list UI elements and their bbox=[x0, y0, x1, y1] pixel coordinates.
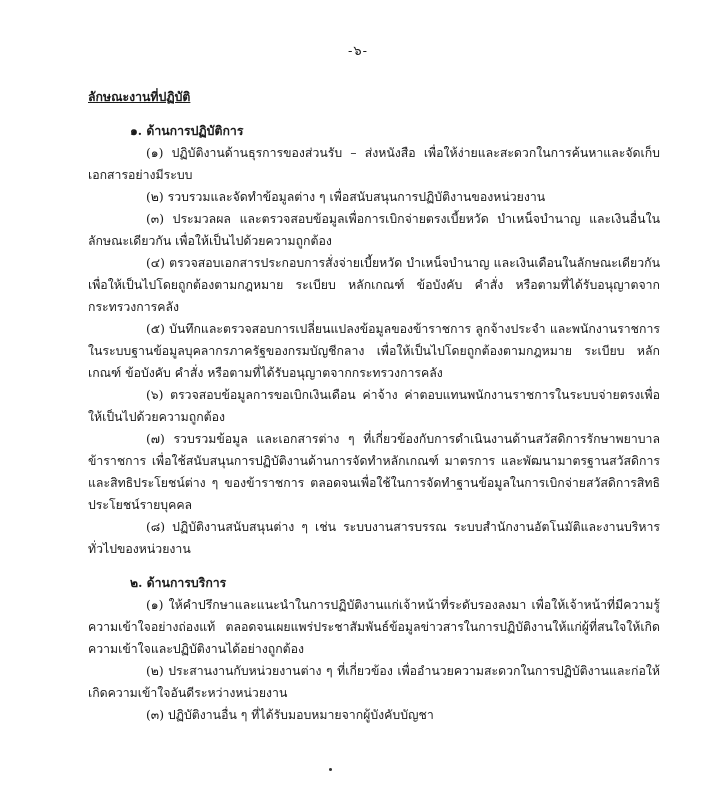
list-item: (๕) บันทึกและตรวจสอบการเปลี่ยนแปลงข้อมูลของข้าราชการ ลูกจ้างประจำ และพนักงานราชการในระบบฐานข้อมูลบุคลากรภาครัฐของกรมบัญชีกลาง เพื่อให้เป็นไปโดยถูกต้องตามกฎหมาย ระเบียบ หลักเกณฑ์ ข้อบังคับ คำสั่ง หรือตามที่ได้รับอนุญาตจากกระทรวงการคลัง bbox=[88, 322, 660, 380]
list-item: (๔) ตรวจสอบเอกสารประกอบการสั่งจ่ายเบี้ยหวัด บำเหน็จบำนาญ และเงินเดือนในลักษณะเดียวกัน เพื่อให้เป็นไปโดยถูกต้องตามกฎหมาย ระเบียบ หลักเกณฑ์ ข้อบังคับ คำสั่ง หรือตามที่ได้รับอนุญาตจากกระทรวงการคลัง bbox=[88, 256, 660, 314]
list-item: (๒) ประสานงานกับหน่วยงานต่าง ๆ ที่เกี่ยวข้อง เพื่ออำนวยความสะดวกในการปฏิบัติงานและก่อให้เกิดความเข้าใจอันดีระหว่างหน่วยงาน bbox=[88, 664, 660, 700]
list-item: (๑) ให้คำปรึกษาและแนะนำในการปฏิบัติงานแก่เจ้าหน้าที่ระดับรองลงมา เพื่อให้เจ้าหน้าที่มีความรู้ความเข้าใจอย่างถ่องแท้ ตลอดจนเผยแพร่ประชาสัมพันธ์ข้อมูลข่าวสารในการปฏิบัติงานให้แก่ผู้ที่สนใจให้เกิดความเข้าใจและปฏิบัติงานได้อย่างถูกต้อง bbox=[88, 598, 660, 656]
section-title-services: ๒. ด้านการบริการ bbox=[130, 575, 227, 590]
list-item: (๘) ปฏิบัติงานสนับสนุนต่าง ๆ เช่น ระบบงานสารบรรณ ระบบสำนักงานอัตโนมัติและงานบริหารทั่วไปของหน่วยงาน bbox=[88, 520, 660, 556]
list-item: (๖) ตรวจสอบข้อมูลการขอเบิกเงินเดือน ค่าจ้าง ค่าตอบแทนพนักงานราชการในระบบจ่ายตรงเพื่อให้เป็นไปด้วยความถูกต้อง bbox=[88, 388, 660, 424]
scan-speck bbox=[329, 768, 332, 771]
job-description-heading: ลักษณะงานที่ปฏิบัติ bbox=[88, 89, 191, 104]
document-body bbox=[88, 86, 660, 726]
list-item: (๓) ประมวลผล และตรวจสอบข้อมูลเพื่อการเบิกจ่ายตรงเบี้ยหวัด บำเหน็จบำนาญ และเงินอื่นในลักษณะเดียวกัน เพื่อให้เป็นไปด้วยความถูกต้อง bbox=[88, 212, 660, 248]
page-number: -๖- bbox=[347, 44, 369, 59]
list-item: (๗) รวบรวมข้อมูล และเอกสารต่าง ๆ ที่เกี่ยวข้องกับการดำเนินงานด้านสวัสดิการรักษาพยาบาลข้าราชการ เพื่อใช้สนับสนุนการปฏิบัติงานด้านการจัดทำหลักเกณฑ์ มาตรการ และพัฒนามาตรฐานสวัสดิการและสิทธิประโยชน์ต่าง ๆ ของข้าราชการ ตลอดจนเพื่อใช้ในการจัดทำฐานข้อมูลในการเบิกจ่ายสวัสดิการสิทธิประโยชน์รายบุคคล bbox=[88, 432, 660, 512]
list-item: (๒) รวบรวมและจัดทำข้อมูลต่าง ๆ เพื่อสนับสนุนการปฏิบัติงานของหน่วยงาน bbox=[146, 190, 546, 204]
section-title-operations: ๑. ด้านการปฏิบัติการ bbox=[130, 123, 244, 138]
list-item: (๑) ปฏิบัติงานด้านธุรการของส่วนรับ – ส่งหนังสือ เพื่อให้ง่ายและสะดวกในการค้นหาและจัดเก็บเอกสารอย่างมีระบบ bbox=[88, 146, 660, 182]
list-item: (๓) ปฏิบัติงานอื่น ๆ ที่ได้รับมอบหมายจากผู้บังคับบัญชา bbox=[146, 708, 434, 722]
